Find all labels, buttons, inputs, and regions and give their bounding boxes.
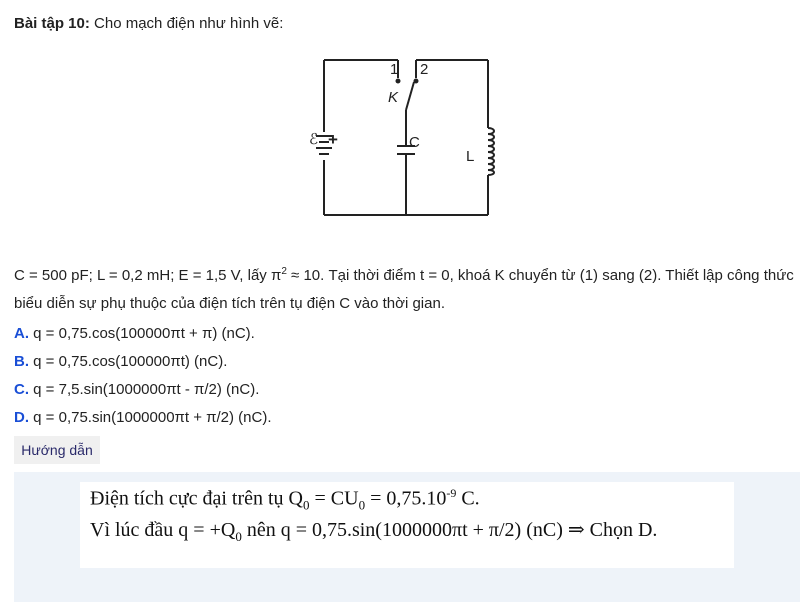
option-d-text: q = 0,75.sin(1000000πt + π/2) (nC). [29,409,272,426]
answer-options [14,320,272,432]
solution-line-1-part-b: = CU [309,487,359,510]
solution-line-1-sub-2: 0 [358,497,366,513]
option-a-text: q = 0,75.cos(100000πt + π) (nC). [29,325,255,342]
option-c [14,376,272,404]
inductor-coil [488,128,494,175]
switch-terminal-2 [414,79,419,84]
option-b [14,348,272,376]
switch-pos2-label: 2 [420,61,429,78]
battery-plus-sign: + [328,130,338,149]
exercise-title [14,14,283,34]
capacitor-label: C [409,134,420,151]
switch-label: K [388,89,399,106]
problem-text-after: ≈ 10. Tại thời điểm t = 0, khoá K chuyển từ (1) sang (2). Thiết lập công thức biểu diễn sự phụ thuộc của điện tích trên tụ điện C vào thời gian. [14,267,794,312]
option-d-letter: D. [14,409,29,426]
solution-line-1 [90,486,480,514]
option-d [14,404,272,432]
switch-terminal-1 [396,79,401,84]
solution-line-1-part-d: C. [456,487,480,510]
solution-line-2-sub: 0 [235,529,242,544]
solution-line-1-part-a: Điện tích cực đại trên tụ Q [90,487,303,510]
exercise-intro: Cho mạch điện như hình vẽ: [94,15,284,32]
inductor-label: L [466,148,475,165]
solution-line-1-sub-1: 0 [303,497,310,513]
option-c-text: q = 7,5.sin(1000000πt - π/2) (nC). [29,381,260,398]
problem-superscript: 2 [281,266,287,277]
switch-pos1-label: 1 [390,61,399,78]
option-a [14,320,272,348]
option-b-text: q = 0,75.cos(100000πt) (nC). [29,353,228,370]
hint-button[interactable]: Hướng dẫn [14,436,100,464]
option-c-letter: C. [14,381,29,398]
problem-statement [14,262,794,318]
circuit-diagram [306,50,506,225]
problem-text-before: C = 500 pF; L = 0,2 mH; E = 1,5 V, lấy π [14,267,282,284]
option-b-letter: B. [14,353,29,370]
solution-line-2-part-a: Vì lúc đầu q = +Q [90,519,236,541]
option-a-letter: A. [14,325,29,342]
solution-line-1-part-c: = 0,75.10 [365,487,447,510]
exercise-label: Bài tập 10: [14,15,90,32]
battery-label: ℰ [309,130,319,148]
solution-line-2 [90,517,657,545]
solution-line-2-part-b: nên q = 0,75.sin(1000000πt + π/2) (nC) ⇒ Chọn D. [241,519,658,541]
solution-line-1-sup: -9 [446,486,457,500]
